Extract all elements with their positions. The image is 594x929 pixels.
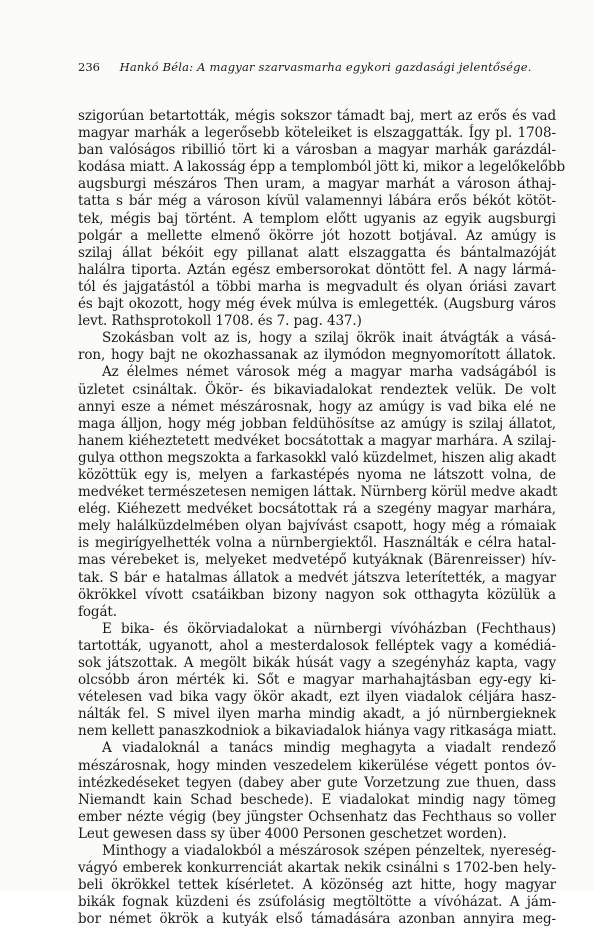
- text-line: mas vérebeket is, melyeket medvetépő kutyáknak (Bärenreisser) hív-: [78, 552, 556, 569]
- text-line: bikák fognak küzdeni és zsúfolásig megtöltötte a vívóházat. A jám-: [78, 894, 556, 911]
- text-line: Leut gewesen dass sy über 4000 Personen geschetzet worden).: [78, 825, 507, 842]
- text-line: elég. Kiéhezett medvéket bocsátottak rá a szegény magyar marhára,: [78, 501, 556, 518]
- text-line: hanem kiéheztetett medvéket bocsátottak a magyar marhára. A szilaj-: [78, 432, 556, 449]
- text-line: közöttük egy is, melyen a farkastépés nyoma ne látszott volna, de: [78, 466, 556, 483]
- text-line: polgár a mellette elmenő ökörre jót hozott botjával. Az amúgy is: [78, 227, 556, 244]
- text-line: maga álljon, hogy még jobban feldühösítse az amúgy is szilaj állatot,: [78, 415, 556, 432]
- text-line: Az élelmes német városok még a magyar marha vadságából is: [102, 364, 556, 381]
- text-line: tak. S bár e hatalmas állatok a medvét játszva leterítették, a magyar: [78, 569, 556, 586]
- text-line: annyi esze a német mészárosnak, hogy az amúgy is vad bika elé ne: [78, 398, 556, 415]
- text-line: tek, mégis baj történt. A templom előtt ugyanis az egyik augsburgi: [78, 210, 556, 227]
- text-line: szilaj állat békóit egy pillanat alatt elszaggatta és bántalmazóját: [78, 244, 556, 261]
- text-line: kodása miatt. A lakosság épp a templomból jött ki, mikor a legelőkelőbb: [78, 159, 566, 176]
- text-line: mely halálküzdelmében olyan bajvívást csapott, hogy még a rómaiak: [78, 518, 556, 535]
- text-line: levt. Rathsprotokoll 1708. és 7. pag. 437.): [78, 313, 362, 330]
- text-line: tartották, ugyanott, ahol a mesterdalosok felléptek vagy a komédiá-: [78, 637, 556, 654]
- text-line: halálra tiporta. Aztán egész embersorokat döntött fel. A nagy lármá-: [78, 261, 556, 278]
- text-line: Niemandt kain Schad beschede). E viadalokat mindig nagy tömeg: [78, 791, 556, 808]
- text-line: is megirígyelhették volna a nürnbergiektől. Használták e célra hatal-: [78, 535, 556, 552]
- body-text: [78, 108, 566, 929]
- text-line: E bika- és ökörviadalokat a nürnbergi vívóházban (Fechthaus): [102, 620, 556, 637]
- text-line: nem kellett panaszkodniok a bikaviadalok hiánya vagy ritkasága miatt.: [78, 723, 557, 740]
- text-line: vágyó emberek konkurrenciát akartak nekik csinálni s 1702-ben hely-: [78, 860, 556, 877]
- text-line: tól és jajgatástól a többi marha is megvadult és olyan óriási zavart: [78, 278, 556, 295]
- text-line: üzletet csináltak. Ökör- és bikaviadalokat rendeztek velük. De volt: [78, 381, 556, 398]
- text-line: nálták fel. S mivel ilyen marha mindig akadt, a jó nürnbergieknek: [78, 706, 556, 723]
- text-line: ban valóságos ribillió tört ki a városban a magyar marhák garázdál-: [78, 142, 556, 159]
- text-line: olcsóbb áron mérték ki. Sőt e magyar marhahajtásban egy-egy ki-: [78, 672, 556, 689]
- text-line: tatta s bár még a városon kívül valamennyi lábára erős békót kötöt-: [78, 193, 556, 210]
- page-number: 236: [78, 60, 100, 74]
- text-line: sok játszottak. A megölt bikák húsát vagy a szegényház kapta, vagy: [78, 655, 556, 671]
- text-line: ron, hogy bajt ne okozhassanak az ilymódon megnyomorított állatok.: [78, 347, 556, 364]
- text-line: bor német ökrök a kutyák első támadására azonban annyira meg-: [78, 911, 556, 928]
- text-line: vételesen vad bika vagy ökör akadt, ezt ilyen viadalok céljára hasz-: [78, 689, 556, 706]
- text-line: magyar marhák a legerősebb köteleiket is elszaggatták. Így pl. 1708-: [78, 125, 556, 142]
- running-header: [78, 60, 558, 74]
- running-title: Hankó Béla: A magyar szarvasmarha egykori gazdasági jelentősége.: [119, 60, 532, 74]
- text-line: ember nézte végig (bey jüngster Ochsenhatz das Fechthaus so voller: [78, 808, 556, 825]
- text-line: intézkedéseket tegyen (dabey aber gute Vorzetzung zue thuen, dass: [78, 774, 556, 791]
- text-line: ökrökkel vívott csatáikban bizony nagyon sok otthagyta közülük a: [78, 586, 556, 603]
- text-line: augsburgi mészáros Then uram, a magyar marhát a városon áthaj-: [78, 176, 556, 193]
- text-line: szigorúan betartották, mégis sokszor támadt baj, mert az erős és vad: [78, 108, 556, 124]
- text-line: és bajt okozott, hogy még évek múlva is emlegették. (Augsburg város: [78, 296, 556, 313]
- text-line: A viadaloknál a tanács mindig meghagyta a viadalt rendező: [102, 740, 556, 757]
- text-line: gulya otthon megszokta a farkasokkl való küzdelmet, hiszen alig akadt: [78, 449, 556, 466]
- text-line: medvéket természetesen nemigen láttak. Nürnberg körül medve akadt: [78, 484, 558, 501]
- text-line: beli ökrökkel tettek kísérletet. A közönség azt hitte, hogy magyar: [78, 877, 556, 894]
- text-line: fogát.: [78, 603, 117, 620]
- text-line: Minthogy a viadalokból a mészárosok szépen pénzeltek, nyereség-: [102, 843, 556, 860]
- text-line: Szokásban volt az is, hogy a szilaj ökrök inait átvágták a vásá-: [102, 330, 556, 347]
- text-line: mészárosnak, hogy minden veszedelem kikerülése végett pontos óv-: [78, 757, 556, 774]
